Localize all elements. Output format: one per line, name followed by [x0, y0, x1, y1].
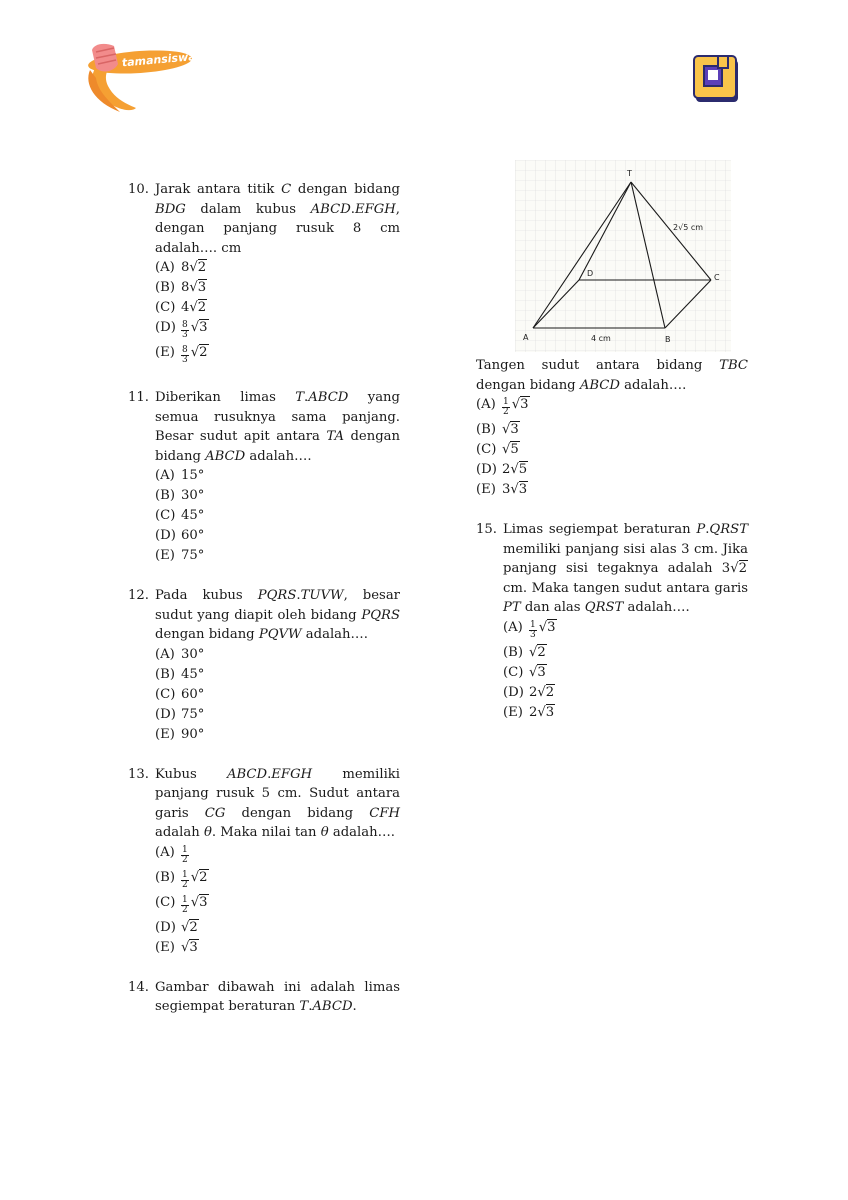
option-value: √5: [502, 442, 519, 457]
option-label: (D): [155, 706, 176, 722]
option-value: 90°: [181, 726, 205, 742]
option-d: [476, 460, 748, 480]
option-label: (C): [503, 664, 524, 680]
option-label: (B): [155, 280, 175, 295]
option-e: [155, 938, 400, 958]
options: [155, 258, 400, 368]
option-value: √3: [181, 939, 198, 955]
option-b: [476, 420, 748, 440]
option-value: √2: [181, 919, 198, 935]
question-14: [128, 978, 400, 1017]
option-a: [503, 618, 748, 643]
option-label: (E): [155, 345, 175, 360]
option-value: √3: [529, 664, 546, 680]
option-value: 3√3: [502, 482, 528, 497]
option-value: $\frac{1}{3}$ √3: [530, 619, 556, 640]
option-value: $\frac{1}{2}$ √3: [182, 894, 208, 915]
option-value: 30°: [181, 646, 205, 662]
options: [155, 843, 400, 958]
options: [155, 645, 400, 745]
question-14-continued: [450, 356, 748, 500]
option-value: $\frac{1}{2}$: [182, 844, 188, 865]
question-12: [128, 586, 400, 745]
pyramid-figure: [515, 160, 731, 352]
option-label: (E): [155, 939, 175, 955]
question-number: 15.: [476, 522, 497, 537]
label-t: T: [627, 169, 632, 178]
option-value: 8√2: [181, 260, 207, 275]
option-label: (E): [476, 482, 496, 497]
option-value: √3: [502, 422, 519, 437]
option-b: [155, 486, 400, 506]
option-value: 2√3: [529, 704, 555, 720]
option-label: (C): [155, 300, 176, 315]
option-label: (D): [503, 684, 524, 700]
brand-text: tamansiswa: [121, 50, 197, 70]
option-label: (E): [155, 548, 175, 563]
option-value: 60°: [181, 686, 205, 702]
option-e: [476, 480, 748, 500]
option-value: $\frac{1}{2}$ √3: [503, 397, 529, 417]
option-d: [155, 918, 400, 938]
option-label: (E): [503, 704, 523, 720]
option-label: (A): [476, 397, 496, 412]
option-value: 75°: [181, 548, 205, 563]
left-column: [128, 180, 400, 1037]
option-label: (B): [155, 666, 175, 682]
option-value: 60°: [181, 528, 205, 543]
options: [503, 618, 748, 723]
option-label: (C): [476, 442, 497, 457]
option-a: [155, 645, 400, 665]
option-label: (D): [155, 320, 176, 335]
option-label: (A): [155, 646, 175, 662]
label-a: A: [523, 333, 529, 342]
label-edge-tc: 2√5 cm: [673, 223, 704, 232]
option-a: [155, 466, 400, 486]
option-e: [155, 725, 400, 745]
question-13: [128, 765, 400, 958]
option-value: 30°: [181, 488, 205, 503]
option-label: (B): [155, 869, 175, 885]
option-value: $\frac{8}{3}$ √2: [182, 345, 208, 365]
option-value: 15°: [181, 468, 205, 483]
option-c: [476, 440, 748, 460]
label-edge-ab: 4 cm: [591, 334, 611, 343]
label-b: B: [665, 335, 671, 344]
option-a: [476, 395, 748, 420]
option-value: 4√2: [181, 300, 207, 315]
option-label: (A): [155, 260, 175, 275]
question-text: Pada kubus PQRS.TUVW, besar sudut yang diapit oleh bidang PQRS dengan bidang PQVW adalah….: [155, 588, 400, 642]
options: [155, 466, 400, 566]
option-label: (D): [155, 528, 176, 543]
option-label: (D): [155, 919, 176, 935]
option-b: [155, 278, 400, 298]
option-c: [155, 298, 400, 318]
option-d: [155, 705, 400, 725]
option-c: [155, 506, 400, 526]
option-d: [155, 318, 400, 343]
question-text: Tangen sudut antara bidang TBC dengan bidang ABCD adalah….: [476, 358, 748, 393]
app-logo-icon: [690, 52, 742, 106]
option-a: [155, 258, 400, 278]
option-c: [155, 685, 400, 705]
option-label: (B): [476, 422, 496, 437]
option-label: (C): [155, 686, 176, 702]
label-d: D: [587, 269, 594, 278]
option-value: √2: [529, 644, 546, 660]
option-value: 45°: [181, 508, 205, 523]
option-label: (B): [155, 488, 175, 503]
question-number: 10.: [128, 182, 149, 197]
question-10: [128, 180, 400, 368]
option-label: (A): [155, 844, 175, 860]
question-text: Gambar dibawah ini adalah limas segiempat beraturan T.ABCD.: [155, 979, 400, 1014]
option-d: [503, 683, 748, 703]
question-number: 14.: [128, 979, 149, 995]
option-value: $\frac{8}{3}$ √3: [182, 320, 208, 340]
question-15: [476, 520, 748, 723]
option-e: [155, 343, 400, 368]
option-d: [155, 526, 400, 546]
option-label: (B): [503, 644, 523, 660]
option-a: [155, 843, 400, 868]
option-value: 2√2: [529, 684, 555, 700]
option-label: (A): [503, 619, 523, 635]
right-column: [476, 356, 748, 743]
option-e: [503, 703, 748, 723]
options: [476, 395, 748, 500]
option-c: [503, 663, 748, 683]
option-b: [155, 868, 400, 893]
question-number: 12.: [128, 588, 149, 603]
option-b: [503, 643, 748, 663]
option-label: (E): [155, 726, 175, 742]
question-number: 11.: [128, 390, 149, 405]
option-label: (A): [155, 468, 175, 483]
option-value: 45°: [181, 666, 205, 682]
question-text: Limas segiempat beraturan P.QRST memiliki panjang sisi alas 3 cm. Jika panjang sisi tegaknya adalah 3√2 cm. Maka tangen sudut antara garis PT dan alas QRST adalah….: [503, 522, 748, 615]
option-label: (C): [155, 894, 176, 910]
option-b: [155, 665, 400, 685]
question-11: [128, 388, 400, 566]
option-value: 2√5: [502, 462, 528, 477]
tamansiswa-logo: [80, 40, 200, 115]
option-value: $\frac{1}{2}$ √2: [182, 869, 208, 890]
question-text: Kubus ABCD.EFGH memiliki panjang rusuk 5 cm. Sudut antara garis CG dengan bidang CFH adalah θ. Maka nilai tan θ adalah….: [155, 766, 400, 840]
question-text: Jarak antara titik C dengan bidang BDG dalam kubus ABCD.EFGH, dengan panjang rusuk 8 cm adalah…. cm: [155, 182, 401, 256]
option-label: (D): [476, 462, 497, 477]
option-value: 8√3: [181, 280, 207, 295]
question-number: 13.: [128, 766, 149, 782]
question-text: Diberikan limas T.ABCD yang semua rusuknya sama panjang. Besar sudut apit antara TA dengan bidang ABCD adalah….: [155, 390, 401, 464]
option-value: 75°: [181, 706, 205, 722]
option-label: (C): [155, 508, 176, 523]
label-c: C: [714, 273, 720, 282]
option-e: [155, 546, 400, 566]
option-c: [155, 893, 400, 918]
